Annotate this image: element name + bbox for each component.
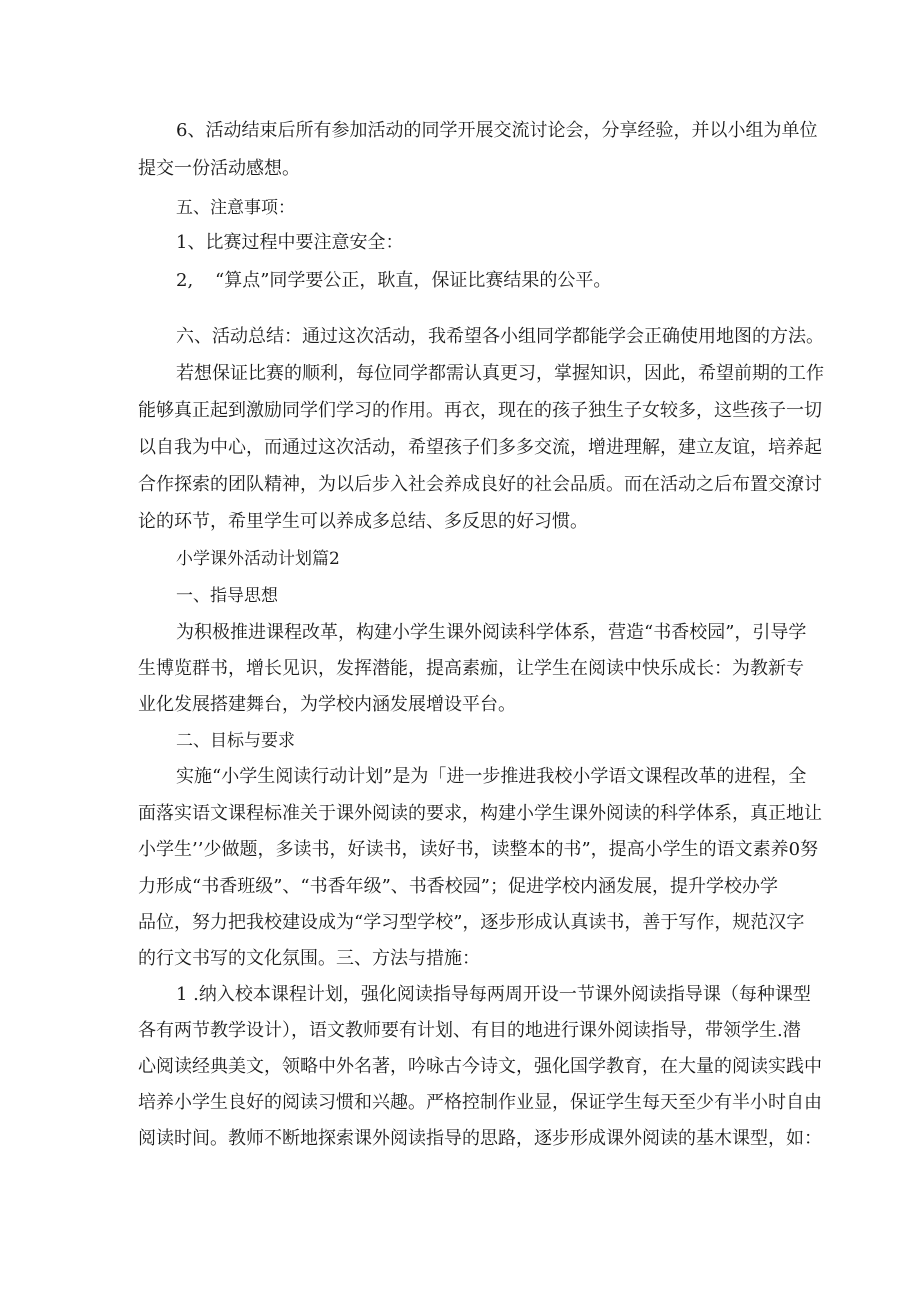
body-line: 以自我为中心，而通过这次活动，希望孩子们多多交流，增进理解，建立友谊，培养起 [138, 437, 822, 458]
body-line: 阅读时间。教师不断地探索课外阅读指导的思路，逐步形成课外阅读的基木课型，如： [138, 1128, 822, 1149]
body-line: 能够真正起到激励同学们学习的作用。再衣，现在的孩子独生子女较多，这些孩子一切 [138, 400, 822, 421]
body-line: 合作探索的团队精神，为以后步入社会养成良好的社会品质。而在活动之后布置交潦讨 [138, 474, 822, 495]
body-line: 实施“小学生阅读行动计划”是为「进一步推进我校小学语文课程改革的进程，全 [176, 766, 807, 787]
body-line: 力形成“书香班级”、“书香年级”、书香校园”；促进学校内涵发展，提升学校办学 [138, 876, 779, 897]
body-line: 为积极推进课程改革，构建小学生课外阅读科学体系，营造“书香校园”，引导学 [176, 622, 807, 643]
body-line: 1 .纳入校本课程计划，强化阅读指导每两周开设一节课外阅读指导课（每种课型 [176, 984, 811, 1005]
section-title: 小学课外活动计划篇2 [176, 549, 340, 569]
body-line: 6、活动结束后所有参加活动的同学开展交流讨论会，分享经验，并以小组为单位 [176, 120, 818, 141]
body-line: 论的环节，希里学生可以养成多总结、多反思的好习惯。 [138, 511, 588, 532]
section-heading: 二、目标与要求 [176, 731, 295, 751]
body-line: 若想保证比赛的顺利，每位同学都需认真更习，掌握知识，因此，希望前期的工作 [176, 363, 824, 384]
body-line: 生博览群书，增长见识，发挥潜能，提高素痂，让学生在阅读中快乐成长：为教新专 [138, 658, 804, 679]
body-line: 培养小学生良好的阅读习惯和兴趣。严格控制作业显，保证学生每天至少有半小时自由 [138, 1092, 822, 1113]
body-line: 品位，努力把我校建设成为“学习型学校”，逐步形成认真读书，善于写作，规范汉字 [138, 912, 805, 933]
body-line: 面落实语文课程标准关于课外阅读的要求，构建小学生课外阅读的科学体系，真正地让 [138, 803, 822, 824]
body-line: 的行文书写的文化氛围。三、方法与措施： [138, 948, 480, 969]
section-heading: 五、注意事项： [176, 198, 295, 218]
body-line: 各有两节教学设计），语文教师要有计划、有目的地进行课外阅读指导，带领学生.潜 [138, 1020, 801, 1041]
section-heading: 一、指导思想 [176, 586, 278, 606]
body-line: 六、活动总结：通过这次活动，我希望各小组同学都能学会正确使用地图的方法。 [176, 326, 824, 347]
body-line: “算点”同学要公正，耿直，保证比赛结果的公平。 [215, 270, 612, 291]
body-line: 小学生’’少做题，多读书，好读书，读好书，读整本的书”，提高小学生的语文素养0努 [138, 839, 819, 860]
body-line: 心阅读经典美文，领略中外名著，吟咏古今诗文，强化国学教育，在大量的阅读实践中 [138, 1056, 822, 1077]
body-line: 提交一份活动感想。 [138, 158, 300, 179]
body-line: 业化发展搭建舞台，为学校内涵发展增设平台。 [138, 694, 516, 715]
body-line: 1、比赛过程中要注意安全： [176, 232, 404, 253]
list-number: 2, [176, 270, 194, 291]
